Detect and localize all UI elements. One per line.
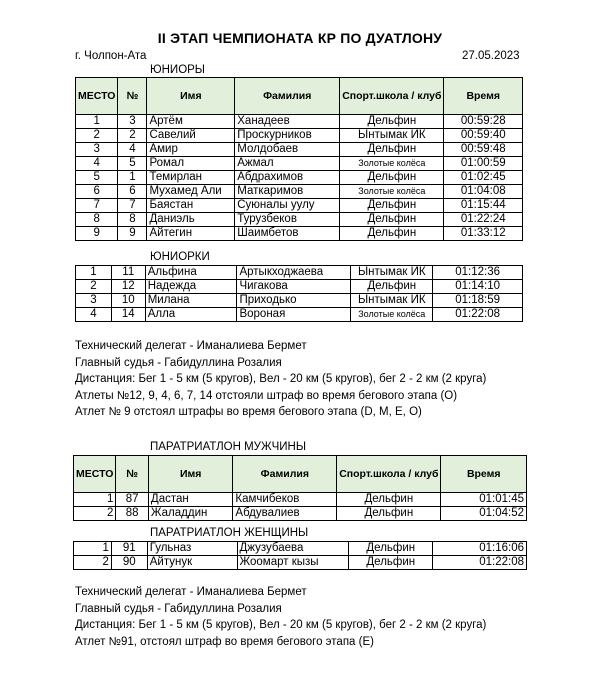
table-row [76, 294, 523, 308]
cell-name: Айтунук [147, 556, 237, 570]
cell-name: Жаладдин [148, 507, 233, 521]
cell-club: Дельфин [337, 507, 441, 521]
note-line: Технический делегат - Иманалиева Бермет [75, 586, 307, 598]
section-label-juniors: ЮНИОРЫ [150, 64, 205, 76]
cell-time: 01:22:08 [433, 308, 523, 322]
note-line: Главный судья - Габидуллина Розалия [75, 356, 282, 369]
cell-surname: Приходько [237, 294, 351, 308]
cell-time: 00:59:28 [444, 115, 523, 129]
cell-time: 01:04:52 [441, 507, 527, 521]
location: г. Чолпон-Ата [75, 50, 147, 62]
cell-no: 10 [111, 294, 145, 308]
para-women-body [74, 542, 527, 570]
note-line: Атлет № 9 отстоял штрафы во время бегового этапа (D, M, E, O) [75, 406, 422, 418]
cell-club: Золотые колёса [340, 157, 444, 171]
cell-time: 01:16:06 [433, 542, 527, 556]
page-title: II ЭТАП ЧЕМПИОНАТА КР ПО ДУАТЛОНУ [157, 30, 443, 46]
header-surname: Фамилия [233, 456, 337, 493]
table-row [76, 129, 523, 143]
para-women-table [73, 541, 527, 570]
section-label-para-men: ПАРАТРИАТЛОН МУЖЧИНЫ [150, 441, 307, 453]
cell-place: 1 [74, 493, 116, 507]
cell-time: 01:15:44 [444, 199, 523, 213]
header-time: Время [444, 78, 523, 115]
cell-club: Дельфин [340, 171, 444, 185]
note-line: Технический делегат - Иманалиева Бермет [75, 340, 307, 352]
cell-surname: Жоомарт кызы [237, 556, 349, 570]
cell-club: Золотые колёса [340, 185, 444, 199]
table-row [74, 507, 527, 521]
table-header-row [74, 456, 527, 493]
cell-time: 00:59:40 [444, 129, 523, 143]
cell-time: 01:01:45 [441, 493, 527, 507]
cell-place: 1 [76, 115, 118, 129]
cell-club: Ынтымак ИК [340, 129, 444, 143]
cell-name: Дастан [148, 493, 233, 507]
header-time: Время [441, 456, 527, 493]
notes-block-1 [75, 338, 486, 421]
cell-surname: Проскурников [235, 129, 340, 143]
junior-women-body [76, 266, 523, 322]
para-men-table [73, 455, 527, 521]
junior-women-table [75, 265, 523, 322]
table-row [76, 280, 523, 294]
cell-place: 2 [74, 507, 116, 521]
table-row [74, 493, 527, 507]
header-no: № [118, 78, 147, 115]
table-row [76, 157, 523, 171]
cell-no: 1 [118, 171, 147, 185]
juniors-body [76, 115, 523, 241]
table-row [76, 171, 523, 185]
cell-club: Дельфин [351, 280, 433, 294]
juniors-table [75, 77, 523, 241]
cell-name: Надежда [145, 280, 237, 294]
cell-place: 3 [76, 294, 112, 308]
cell-club: Ынтымак ИК [351, 266, 433, 280]
cell-no: 88 [116, 507, 149, 521]
cell-place: 8 [76, 213, 118, 227]
cell-place: 1 [74, 542, 112, 556]
cell-no: 6 [118, 185, 147, 199]
cell-place: 6 [76, 185, 118, 199]
cell-surname: Абдувалиев [233, 507, 337, 521]
cell-no: 87 [116, 493, 149, 507]
cell-no: 11 [111, 266, 145, 280]
cell-club: Дельфин [337, 493, 441, 507]
cell-no: 14 [111, 308, 145, 322]
cell-no: 7 [118, 199, 147, 213]
cell-surname: Ханадеев [235, 115, 340, 129]
date: 27.05.2023 [462, 50, 520, 62]
note-line: Дистанция: Бег 1 - 5 км (5 кругов), Вел - 20 км (5 кругов), бег 2 - 2 км (2 круга) [75, 373, 487, 385]
cell-name: Даниэль [147, 213, 235, 227]
cell-surname: Ажмал [235, 157, 340, 171]
cell-no: 12 [111, 280, 145, 294]
cell-club: Дельфин [340, 199, 444, 213]
cell-place: 2 [74, 556, 112, 570]
cell-name: Ромал [147, 157, 235, 171]
header-name: Имя [148, 456, 233, 493]
cell-name: Баястан [147, 199, 235, 213]
cell-name: Мухамед Али [147, 185, 235, 199]
cell-time: 01:00:59 [444, 157, 523, 171]
cell-name: Милана [145, 294, 237, 308]
cell-time: 01:02:45 [444, 171, 523, 185]
cell-surname: Суюналы уулу [235, 199, 340, 213]
cell-surname: Джузубаева [237, 542, 349, 556]
cell-name: Артём [147, 115, 235, 129]
section-label-junior-women: ЮНИОРКИ [150, 251, 210, 263]
cell-surname: Артыкходжаева [237, 266, 351, 280]
cell-surname: Турузбеков [235, 213, 340, 227]
cell-no: 8 [118, 213, 147, 227]
cell-name: Гульназ [147, 542, 237, 556]
cell-time: 01:22:08 [433, 556, 527, 570]
cell-club: Золотые колёса [351, 308, 433, 322]
cell-club: Дельфин [349, 556, 433, 570]
cell-place: 4 [76, 308, 112, 322]
header-surname: Фамилия [235, 78, 340, 115]
header-name: Имя [147, 78, 235, 115]
cell-club: Дельфин [340, 143, 444, 157]
cell-place: 5 [76, 171, 118, 185]
cell-no: 5 [118, 157, 147, 171]
table-row [76, 308, 523, 322]
table-row [74, 542, 527, 556]
cell-no: 2 [118, 129, 147, 143]
cell-club: Дельфин [340, 227, 444, 241]
cell-time: 01:33:12 [444, 227, 523, 241]
cell-name: Алла [145, 308, 237, 322]
header-no: № [116, 456, 149, 493]
cell-surname: Вороная [237, 308, 351, 322]
cell-club: Дельфин [340, 115, 444, 129]
cell-name: Савелий [147, 129, 235, 143]
cell-place: 7 [76, 199, 118, 213]
note-line: Дистанция: Бег 1 - 5 км (5 кругов), Вел - 20 км (5 кругов), бег 2 - 2 км (2 круга) [75, 619, 487, 631]
cell-place: 9 [76, 227, 118, 241]
cell-surname: Камчибеков [233, 493, 337, 507]
table-row [74, 556, 527, 570]
cell-name: Айтегин [147, 227, 235, 241]
cell-surname: Молдобаев [235, 143, 340, 157]
cell-time: 01:04:08 [444, 185, 523, 199]
cell-no: 9 [118, 227, 147, 241]
note-line: Главный судья - Габидуллина Розалия [75, 602, 282, 615]
cell-surname: Абдрахимов [235, 171, 340, 185]
header-place: МЕСТО [74, 456, 116, 493]
cell-surname: Чигакова [237, 280, 351, 294]
notes-block-2 [75, 584, 486, 650]
header-club: Спорт.школа / клуб [340, 78, 444, 115]
cell-surname: Шаимбетов [235, 227, 340, 241]
cell-no: 90 [111, 556, 147, 570]
note-line: Атлеты №12, 9, 4, 6, 7, 14 отстояли штраф во время бегового этапа (О) [75, 389, 458, 402]
header-place: МЕСТО [76, 78, 118, 115]
cell-place: 3 [76, 143, 118, 157]
table-row [76, 143, 523, 157]
para-men-body [74, 493, 527, 521]
cell-no: 3 [118, 115, 147, 129]
cell-place: 4 [76, 157, 118, 171]
table-row [76, 115, 523, 129]
table-row [76, 227, 523, 241]
table-row [76, 185, 523, 199]
table-row [76, 199, 523, 213]
cell-place: 2 [76, 129, 118, 143]
cell-time: 01:12:36 [433, 266, 523, 280]
cell-time: 00:59:48 [444, 143, 523, 157]
cell-time: 01:22:24 [444, 213, 523, 227]
cell-time: 01:14:10 [433, 280, 523, 294]
cell-club: Ынтымак ИК [351, 294, 433, 308]
cell-time: 01:18:59 [433, 294, 523, 308]
header-club: Спорт.школа / клуб [337, 456, 441, 493]
cell-club: Дельфин [349, 542, 433, 556]
cell-surname: Маткаримов [235, 185, 340, 199]
table-row [76, 213, 523, 227]
cell-name: Альфина [145, 266, 237, 280]
cell-no: 91 [111, 542, 147, 556]
cell-name: Темирлан [147, 171, 235, 185]
table-row [76, 266, 523, 280]
cell-place: 1 [76, 266, 112, 280]
section-label-para-women: ПАРАТРИАТЛОН ЖЕНЩИНЫ [150, 527, 309, 539]
note-line: Атлет №91, отстоял штраф во время бегового этапа (Е) [75, 635, 374, 648]
cell-place: 2 [76, 280, 112, 294]
cell-club: Дельфин [340, 213, 444, 227]
cell-no: 4 [118, 143, 147, 157]
table-header-row [76, 78, 523, 115]
cell-name: Амир [147, 143, 235, 157]
